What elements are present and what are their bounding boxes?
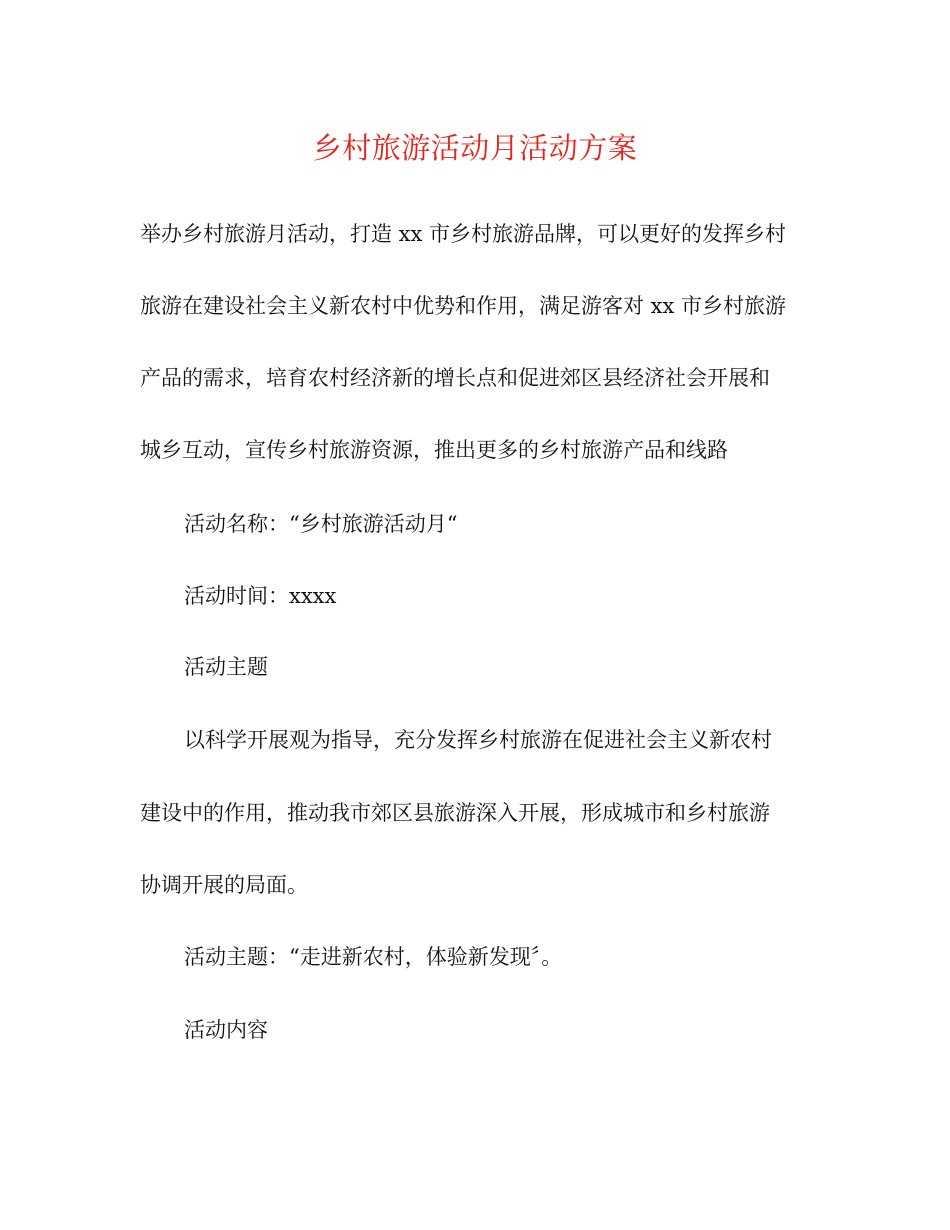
activity-time-line: 活动时间：xxxx: [184, 584, 337, 608]
paragraph-intro-line-2: 旅游在建设社会主义新农村中优势和作用，满足游客对 xx 市乡村旅游: [140, 294, 787, 318]
paragraph-intro-line-4: 城乡互动，宣传乡村旅游资源，推出更多的乡村旅游产品和线路: [140, 438, 728, 462]
paragraph-guidance-line-2: 建设中的作用，推动我市郊区县旅游深入开展，形成城市和乡村旅游: [140, 801, 770, 825]
document-title: 乡村旅游活动月活动方案: [312, 131, 638, 165]
activity-slogan-line: 活动主题：“走进新农村，体验新发现〞。: [184, 945, 563, 969]
paragraph-guidance-line-3: 协调开展的局面。: [140, 873, 308, 897]
paragraph-intro-line-3: 产品的需求，培育农村经济新的增长点和促进郊区县经济社会开展和: [140, 366, 770, 390]
activity-name-line: 活动名称：“乡村旅游活动月“: [184, 512, 458, 536]
activity-content-heading: 活动内容: [184, 1018, 268, 1042]
activity-theme-heading: 活动主题: [184, 655, 268, 679]
paragraph-intro-line-1: 举办乡村旅游月活动，打造 xx 市乡村旅游品牌，可以更好的发挥乡村: [140, 222, 787, 246]
paragraph-guidance-line-1: 以科学开展观为指导，充分发挥乡村旅游在促进社会主义新农村: [184, 728, 772, 752]
